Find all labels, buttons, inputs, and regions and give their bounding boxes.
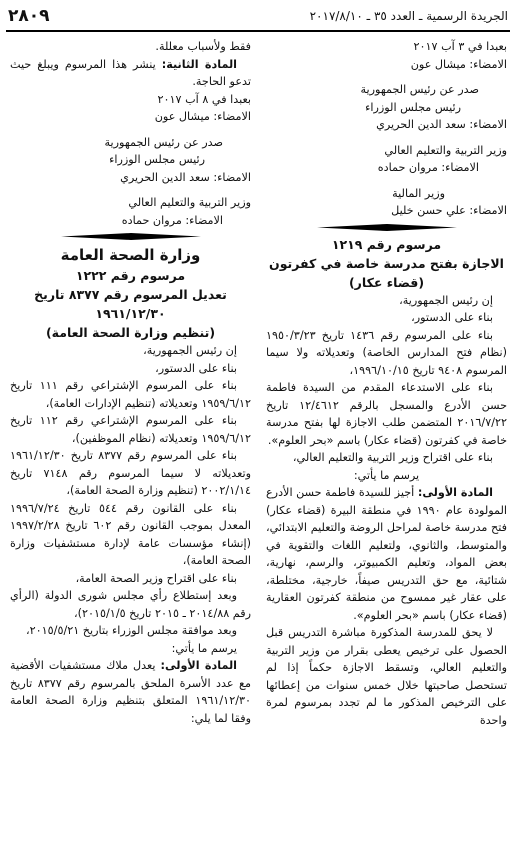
paragraph: بناء على القانون رقم ٥٤٤ تاريخ ١٩٩٦/٧/٢٤ المعدل بموجب القانون رقم ٦٠٢ تاريخ ١٩٩٧/٢/٢٨ (إنشاء مؤسسات عامة لإدارة مستشفيات وزارة الصحة العامة)، — [10, 501, 251, 567]
ministry-heading: وزارة الصحة العامة — [60, 246, 201, 264]
paragraph: بناء على الدستور، — [411, 311, 493, 324]
signatory-role: وزير التربية والتعليم العالي — [128, 196, 251, 209]
signature-line: الامضاء: ميشال عون — [410, 57, 507, 71]
signature-line: الامضاء: مروان حماده — [377, 161, 479, 174]
decree-title: الاجازة بفتح مدرسة خاصة في كفرتون — [269, 255, 504, 271]
signatory-role: وزير المالية — [392, 186, 445, 200]
paragraph: بناء على اقتراح وزير التربية والتعليم العالي، — [292, 451, 493, 464]
paragraph: بناء على اقتراح وزير الصحة العامة، — [75, 571, 237, 585]
signature-line: الامضاء: سعد الدين الحريري — [376, 118, 507, 131]
article-text: أجيز للسيدة فاطمة حسن الأدرع المولودة عام ١٩٩٠ في منطقة البيرة (قضاء عكار) فتح مدرسة خاصة لمراحل الروضة والتعليم الابتدائي، والمتوسط، والثانوي، ولتعليم اللغات والتقوية في بعض المواد، وتعليم الكمبيوتر، والرسم، نهارية، شتائية، مع حق التدريس صيفاً، خارجية، مختلطة، على عقار غير ممسوح من منطقة كفرتون العقارية (قضاء عكار) باسم «بحر العلوم». — [266, 486, 508, 622]
article-label: المادة الأولى: — [160, 659, 237, 672]
signature-line: الامضاء: سعد الدين الحريري — [120, 170, 251, 184]
header-rule — [6, 30, 510, 32]
signature-line: الامضاء: ميشال عون — [154, 110, 251, 123]
paragraph: بناء على المرسوم الإشتراعي رقم ١١١ تاريخ ١٩٥٩/٦/١٢ وتعديلاته (تنظيم الإدارات العامة)، — [10, 379, 251, 410]
article-label: المادة الأولى: — [417, 486, 494, 499]
paragraph: بناء على الاستدعاء المقدم من السيدة فاطمة حسن الأدرع والمسجل بالرقم ١٢/٤٦١٢ تاريخ ٢٠١٦/٧/٢٢ المتضمن طلب الاجازة لها بفتح مدرسة خاصة في كفرتون (قضاء عكار) باسم «بحر العلوم». — [266, 381, 507, 447]
article-text: يعدل ملاك مستشفيات الأقضية مع عدد الأسرة الملحق بالمرسوم رقم ٨٣٧٧ تاريخ ١٩٦١/١٢/٣٠ المتعلق بتنظيم وزارة الصحة العامة وفقا لما يلي: — [10, 659, 251, 725]
signatory-role: وزير التربية والتعليم العالي — [384, 143, 507, 157]
paragraph: يرسم ما يأتي: — [171, 641, 237, 655]
signature-line: الامضاء: مروان حماده — [121, 213, 223, 227]
article-label: المادة الثانية: — [161, 57, 237, 71]
paragraph: يرسم ما يأتي: — [353, 468, 420, 482]
issued-by: صدر عن رئيس الجمهورية — [104, 135, 223, 149]
gazette-title: الجريدة الرسمية ـ العدد ٣٥ ـ ٢٠١٧/٨/١٠ — [309, 9, 508, 23]
decree-number: مرسوم رقم ١٢٢٢ — [75, 268, 186, 283]
paragraph: إن رئيس الجمهورية، — [399, 293, 493, 307]
paragraph: فقط ولأسباب معللة. — [155, 40, 251, 53]
date-line: بعبدا في ٨ آب ٢٠١٧ — [157, 92, 251, 106]
article-text: ينشر هذا المرسوم ويبلغ حيث تدعو الحاجة. — [10, 57, 251, 88]
paragraph: بناء على المرسوم رقم ١٤٣٦ تاريخ ١٩٥٠/٣/٢٣ (نظام فتح المدارس الخاصة) وتعديلاته ولا سيما المرسوم ٩٤٠٨ تاريخ ١٩٩٦/١٠/١٥، — [266, 328, 507, 377]
decree-subtitle: (قضاء عكار) — [348, 274, 425, 290]
paragraph: بناء على الدستور، — [155, 361, 237, 375]
left-column — [10, 38, 251, 727]
article-1 — [10, 657, 251, 727]
page-header — [8, 6, 508, 28]
page-number: ٢٨٠٩ — [8, 6, 50, 26]
paragraph: بناء على المرسوم الإشتراعي رقم ١١٢ تاريخ ١٩٥٩/٦/١٢ وتعديلاته (نظام الموظفين)، — [10, 414, 251, 445]
paragraph: وبعد موافقة مجلس الوزراء بتاريخ ٢٠١٥/٥/٢١، — [26, 624, 237, 637]
date-line: بعبدا في ٣ آب ٢٠١٧ — [413, 40, 507, 53]
paragraph: إن رئيس الجمهورية، — [143, 344, 237, 357]
decree-subtitle: (تنظيم وزارة الصحة العامة) — [45, 325, 216, 340]
issued-by: صدر عن رئيس الجمهورية — [360, 83, 479, 96]
decree-title: تعديل المرسوم رقم ٨٣٧٧ تاريخ ١٩٦١/١٢/٣٠ — [34, 287, 227, 321]
decree-number: مرسوم رقم ١٢١٩ — [331, 236, 442, 252]
paragraph: بناء على المرسوم رقم ٨٣٧٧ تاريخ ١٩٦١/١٢/٣٠ وتعديلاته لا سيما المرسوم رقم ٧١٤٨ تاريخ ٢٠٠٢/١/١٤ (تنظيم وزارة الصحة العامة)، — [10, 449, 251, 497]
paragraph: وبعد إستطلاع رأي مجلس شورى الدولة (الرأي رقم ٢٠١٤/٨٨ ـ ٢٠١٥ تاريخ ٢٠١٥/١/٥)، — [10, 589, 251, 620]
section-divider — [317, 224, 457, 231]
signatory-role: رئيس مجلس الوزراء — [365, 100, 461, 114]
article-2 — [10, 56, 251, 91]
right-column — [266, 38, 507, 729]
section-divider — [61, 233, 201, 240]
signatory-role: رئيس مجلس الوزراء — [109, 153, 205, 166]
paragraph: لا يحق للمدرسة المذكورة مباشرة التدريس قبل الحصول على ترخيص يعطى بقرار من وزير التربية والتعليم العالي، وتسقط الاجازة حكماً إذا لم تستحصل صاحبتها خلال خمس سنوات من إعطائها على الترخيص المذكور ما لم تجدد بمرسوم لمرة واحدة — [266, 626, 507, 727]
article-1 — [266, 484, 507, 624]
signature-line: الامضاء: علي حسن خليل — [391, 204, 507, 217]
